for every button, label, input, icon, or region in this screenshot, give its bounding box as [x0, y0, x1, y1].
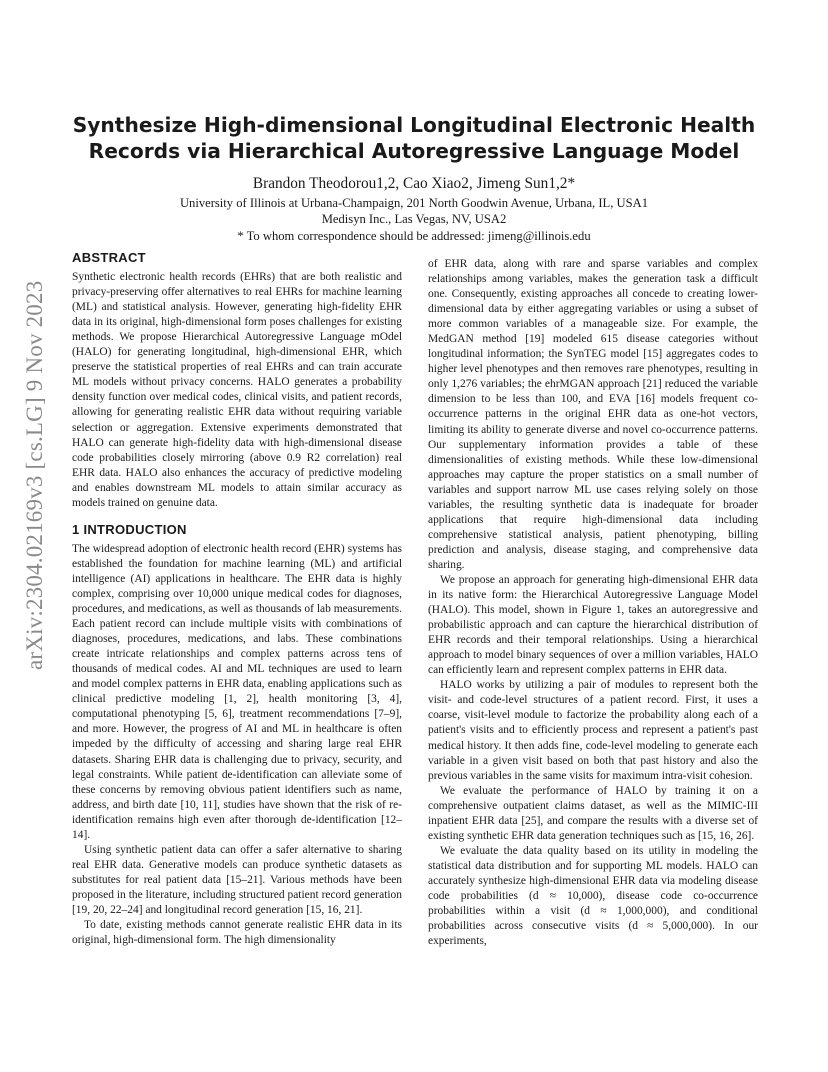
left-column [72, 250, 402, 948]
paper-title: Synthesize High-dimensional Longitudinal Electronic Health Records via Hierarchical Autoregressive Language Model [72, 113, 756, 163]
body-paragraph: of EHR data, along with rare and sparse variables and complex relationships among variables, makes the generation task a difficult one. Consequently, existing approaches all concede to creating lower-dimensional data by either aggregating variables or using a subset of more common variables of a manageable size. For example, the MedGAN method [19] modeled 615 disease categories without longitudinal information; the SynTEG model [15] aggregates codes to higher level phenotypes and then removes rare phenotypes, resulting in only 1,276 variables; the ehrMGAN approach [21] reduced the variable dimension to be less than 100, and EVA [16] models frequent co-occurrence patterns in the original EHR data as one-hot vectors, limiting its ability to generate diverse and novel co-occurrence patterns. Our supplementary information provides a table of these dimensionalities of existing methods. While these low-dimensional approaches may capture the proper statistics on a small number of variables and support narrow ML use cases relying solely on those variables, the resulting synthetic data is inadequate for broader applications that require high-dimensional data including comprehensive statistical analysis, patient phenotyping, billing prediction and analysis, disease staging, and comprehensive data sharing. [428, 258, 758, 571]
author-list: Brandon Theodorou1,2, Cao Xiao2, Jimeng Sun1,2* [252, 175, 576, 192]
body-paragraph: We evaluate the performance of HALO by training it on a comprehensive outpatient claims dataset, as well as the MIMIC-III inpatient EHR data [25], and compare the results with a diverse set of existing synthetic EHR data generation techniques such as [15, 16, 26]. [428, 784, 758, 842]
introduction-heading: 1 INTRODUCTION [72, 521, 187, 537]
intro-paragraph: The widespread adoption of electronic health record (EHR) systems has established the foundation for machine learning (ML) and artificial intelligence (AI) applications in healthcare. The EHR data is highly complex, comprising over 10,000 unique medical codes for diagnoses, procedures, and medications, as well as thousands of lab measurements. Each patient record can include multiple visits with combinations of diagnoses, procedures, medications, and labs. These combinations create intricate relationships and complex patterns across tens of thousands of medical codes. AI and ML techniques are used to learn and model complex patterns in EHR data, enabling applications such as clinical predictive modeling [1, 2], health monitoring [3, 4], computational phenotyping [5, 6], treatment recommendations [7–9], and more. However, the progress of AI and ML in healthcare is often impeded by the difficulty of accessing and sharing large real EHR datasets. Sharing EHR data is challenging due to privacy, security, and legal constraints. While patient de-identification can alleviate some of these concerns by removing obvious patient identifiers such as name, address, and birth date [10, 11], studies have shown that the risk of re-identification remains high even after thorough de-identification [12–14]. [72, 542, 402, 841]
correspondence-note: * To whom correspondence should be addressed: jimeng@illinois.edu [237, 229, 591, 243]
affiliation-uiuc: University of Illinois at Urbana-Champaign, 201 North Goodwin Avenue, Urbana, IL, USA1 [179, 196, 649, 210]
abstract-text: Synthetic electronic health records (EHRs) that are both realistic and privacy-preserving offer alternatives to real EHRs for machine learning (ML) and statistical analysis. However, generating high-fidelity EHR data in its original, high-dimensional form poses challenges for existing methods. We propose Hierarchical Autoregressive Language mOdel (HALO) for generating longitudinal, high-dimensional EHR, which preserve the statistical properties of real EHRs and can train accurate ML models without privacy concerns. HALO generates a probability density function over medical codes, clinical visits, and patient records, allowing for generating realistic EHR data without requiring variable selection or aggregation. Extensive experiments demonstrated that HALO can generate high-fidelity data with high-dimensional disease code probabilities closely mirroring (above 0.9 R2 correlation) real EHR data. HALO also enhances the accuracy of predictive modeling and enables downstream ML models to attain similar accuracy as models trained on genuine data. [72, 271, 402, 509]
intro-paragraph: Using synthetic patient data can offer a safer alternative to sharing real EHR data. Generative models can produce synthetic datasets as substitutes for real patient data [15–21]. Various methods have been proposed in the literature, including structured patient record generation [19, 20, 22–24] and longitudinal record generation [15, 16, 21]. [72, 843, 402, 916]
body-paragraph: We propose an approach for generating high-dimensional EHR data in its native form: the Hierarchical Autoregressive Language Model (HALO). This model, shown in Figure 1, takes an autoregressive and probabilistic approach and can capture the hierarchical distribution of EHR records and their temporal relationships. Using a hierarchical approach to model binary sequences of over a million variables, HALO can efficiently learn and represent complex patterns in EHR data. [428, 573, 758, 677]
arxiv-identifier: arXiv:2304.02169v3 [cs.LG] 9 Nov 2023 [22, 280, 47, 670]
right-column [428, 257, 758, 949]
body-paragraph: HALO works by utilizing a pair of modules to represent both the visit- and code-level structures of a patient record. First, it uses a coarse, visit-level module to factorize the probability along each of a patient's visits and to efficiently process and represent a patient's past medical history. It then adds fine, code-level modeling to generate each variable in a given visit based on both that past history and also the previous variables in the same visits for maximum intra-visit cohesion. [428, 679, 758, 782]
affiliation-medisyn: Medisyn Inc., Las Vegas, NV, USA2 [321, 212, 507, 226]
body-paragraph: We evaluate the data quality based on its utility in modeling the statistical data distribution and for supporting ML models. HALO can accurately synthesize high-dimensional EHR data via modeling disease code probabilities (d ≈ 10,000), disease code co-occurrence probabilities within a visit (d ≈ 1,000,000), and conditional probabilities across consecutive visits (d ≈ 5,000,000). In our experiments, [428, 844, 758, 948]
abstract-heading: ABSTRACT [72, 250, 146, 265]
intro-paragraph: To date, existing methods cannot generate realistic EHR data in its original, high-dimensional form. The high dimensionality [72, 919, 402, 947]
